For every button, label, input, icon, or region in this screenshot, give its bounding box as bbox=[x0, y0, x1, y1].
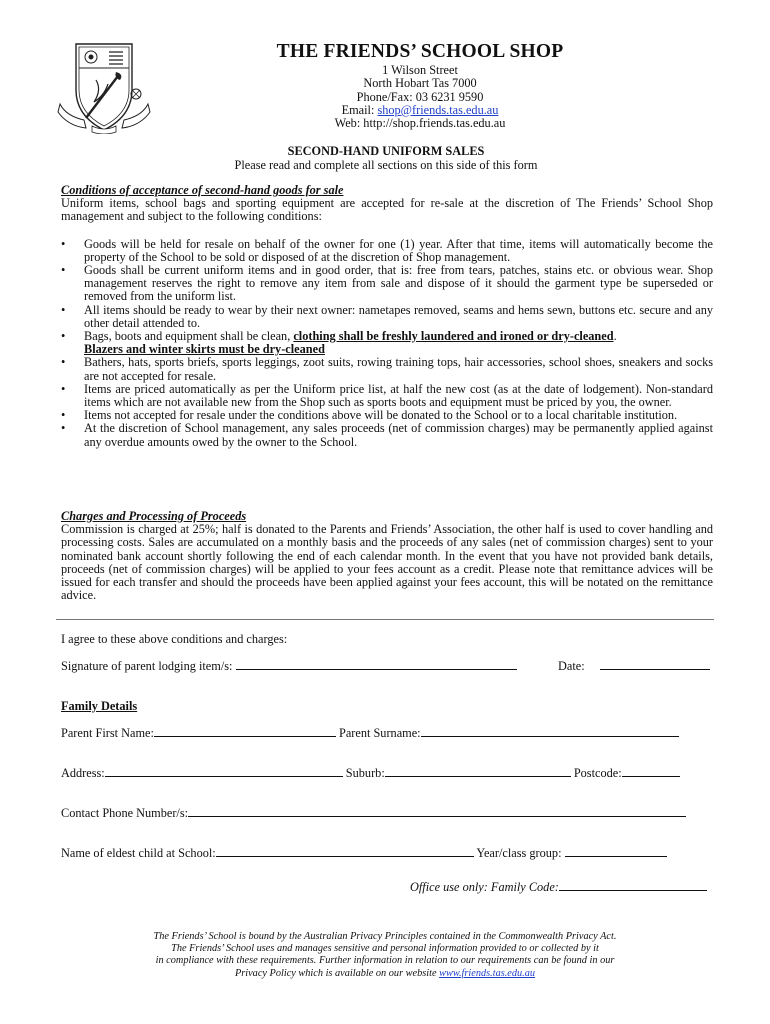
web-line: Web: http://shop.friends.tas.edu.au bbox=[334, 116, 506, 131]
postcode-field[interactable] bbox=[622, 765, 680, 777]
office-label: Office use only: Family Code: bbox=[410, 880, 559, 894]
footer-line: The Friends’ School uses and manages sensitive and personal information provided to or collected by it bbox=[171, 943, 599, 955]
suburb-label: Suburb: bbox=[342, 766, 385, 780]
postcode-label: Postcode: bbox=[570, 766, 622, 780]
family-details-heading: Family Details bbox=[61, 699, 138, 713]
address-row bbox=[61, 765, 680, 780]
school-crest-icon bbox=[56, 38, 152, 134]
child-row bbox=[61, 845, 667, 860]
condition-item: • All items should be ready to wear by their next owner: nametapes removed, seams and hems sewn, buttons etc. secure and any other detail attended to. bbox=[61, 304, 713, 330]
conditions-list bbox=[61, 238, 713, 449]
form-instruction: Please read and complete all sections on this side of this form bbox=[234, 158, 538, 172]
website-link[interactable]: www.friends.tas.edu.au bbox=[439, 967, 536, 979]
suburb-field[interactable] bbox=[385, 765, 571, 777]
shop-header bbox=[180, 40, 660, 130]
condition-item: • Items not accepted for resale under the conditions above will be donated to the School or to a local charitable institution. bbox=[61, 409, 713, 422]
address-label: Address: bbox=[61, 766, 105, 780]
date-label: Date: bbox=[558, 659, 588, 673]
surname-field[interactable] bbox=[421, 725, 679, 737]
form-subtitle bbox=[60, 144, 712, 172]
address-field[interactable] bbox=[105, 765, 343, 777]
footer-line: in compliance with these requirements. Further information in relation to our requirements can be found in our bbox=[155, 955, 615, 967]
section-divider bbox=[56, 619, 714, 620]
date-field[interactable] bbox=[600, 658, 710, 670]
condition-item: • Goods will be held for resale on behalf of the owner for one (1) year. After that time, items will automatically become the property of the School to be sold or disposed of at the discretion of Shop management. bbox=[61, 238, 713, 264]
blazers-emphasis: Blazers and winter skirts must be dry-cleaned bbox=[84, 342, 325, 357]
first-name-label: Parent First Name: bbox=[61, 726, 154, 740]
footer-line-text: Privacy Policy which is available on our website bbox=[234, 967, 440, 979]
signature-field[interactable] bbox=[236, 658, 517, 670]
conditions-intro: Uniform items, school bags and sporting equipment are accepted for re-sale at the discretion of The Friends’ School Shop management and subject to the following conditions: bbox=[61, 196, 713, 224]
shop-title: THE FRIENDS’ SCHOOL SHOP bbox=[276, 41, 564, 62]
condition-item: • Bathers, hats, sports briefs, sports leggings, zoot suits, rowing training tops, hair accessories, school shoes, sneakers and socks are not accepted for resale. bbox=[61, 356, 713, 382]
bags-period: . bbox=[613, 329, 617, 344]
year-field[interactable] bbox=[565, 845, 667, 857]
phone-field[interactable] bbox=[188, 805, 686, 817]
child-label: Name of eldest child at School: bbox=[61, 846, 216, 860]
first-name-field[interactable] bbox=[154, 725, 336, 737]
laundered-emphasis: clothing shall be freshly laundered and ironed or dry-cleaned bbox=[293, 329, 614, 344]
surname-label: Parent Surname: bbox=[335, 726, 421, 740]
condition-item: • At the discretion of School management, any sales proceeds (net of commission charges) may be permanently applied against any overdue amounts owed by the owner to the School. bbox=[61, 422, 713, 448]
child-name-field[interactable] bbox=[216, 845, 474, 857]
address-line-1: 1 Wilson Street bbox=[382, 63, 458, 77]
condition-item-bags bbox=[61, 330, 713, 356]
date-row bbox=[558, 658, 710, 673]
email-link[interactable]: shop@friends.tas.edu.au bbox=[377, 102, 499, 117]
signature-row bbox=[61, 658, 517, 673]
charges-section bbox=[61, 510, 713, 602]
privacy-footer bbox=[85, 931, 685, 980]
charges-body: Commission is charged at 25%; half is donated to the Parents and Friends’ Association, the other half is used to cover handling and processing costs. Sales are accumulated on a monthly basis and the proceeds of any sales (net of commission charges) sent to your nominated bank account shortly following the end of each calendar month. In the event that you have not provided bank details, proceeds (net of commission charges) will be applied to your fees account as a credit. Please note that remittance advices will be issued for each transfer and should the proceeds have been applied against your fees account, this will be notated on the remittance advice. bbox=[61, 522, 713, 603]
address-line-2: North Hobart Tas 7000 bbox=[363, 76, 477, 91]
office-use-row bbox=[410, 879, 707, 894]
signature-label: Signature of parent lodging item/s: bbox=[61, 659, 236, 673]
phone-row bbox=[61, 805, 686, 820]
first-name-row bbox=[61, 725, 679, 740]
agreement-text: I agree to these above conditions and charges: bbox=[61, 632, 288, 646]
year-label: Year/class group: bbox=[473, 846, 565, 860]
conditions-heading: Conditions of acceptance of second-hand goods for sale bbox=[61, 183, 344, 197]
bags-text: Bags, boots and equipment shall be clean, bbox=[84, 329, 294, 344]
form-title: SECOND-HAND UNIFORM SALES bbox=[287, 144, 485, 158]
phone-label: Contact Phone Number/s: bbox=[61, 806, 189, 820]
footer-line: The Friends’ School is bound by the Australian Privacy Principles contained in the Commonwealth Privacy Act. bbox=[153, 931, 617, 942]
conditions-section bbox=[61, 184, 713, 449]
charges-heading: Charges and Processing of Proceeds bbox=[61, 509, 247, 523]
phone-fax: Phone/Fax: 03 6231 9590 bbox=[356, 89, 484, 104]
condition-item: • Goods shall be current uniform items and in good order, that is: free from tears, patches, stains etc. or obvious wear. Shop management reserves the right to remove any item from sale and dispose of it should the garment type be superseded or removed from the uniform list. bbox=[61, 264, 713, 304]
condition-item: • Items are priced automatically as per the Uniform price list, at half the new cost (as at the date of lodgement). Non-standard items which are not available new from the Shop such as sports boots and equipment must be priced by you, the owner. bbox=[61, 383, 713, 409]
email-line bbox=[180, 104, 660, 117]
family-code-field[interactable] bbox=[559, 879, 707, 891]
email-label: Email: bbox=[341, 102, 378, 117]
footer-line bbox=[85, 968, 685, 980]
